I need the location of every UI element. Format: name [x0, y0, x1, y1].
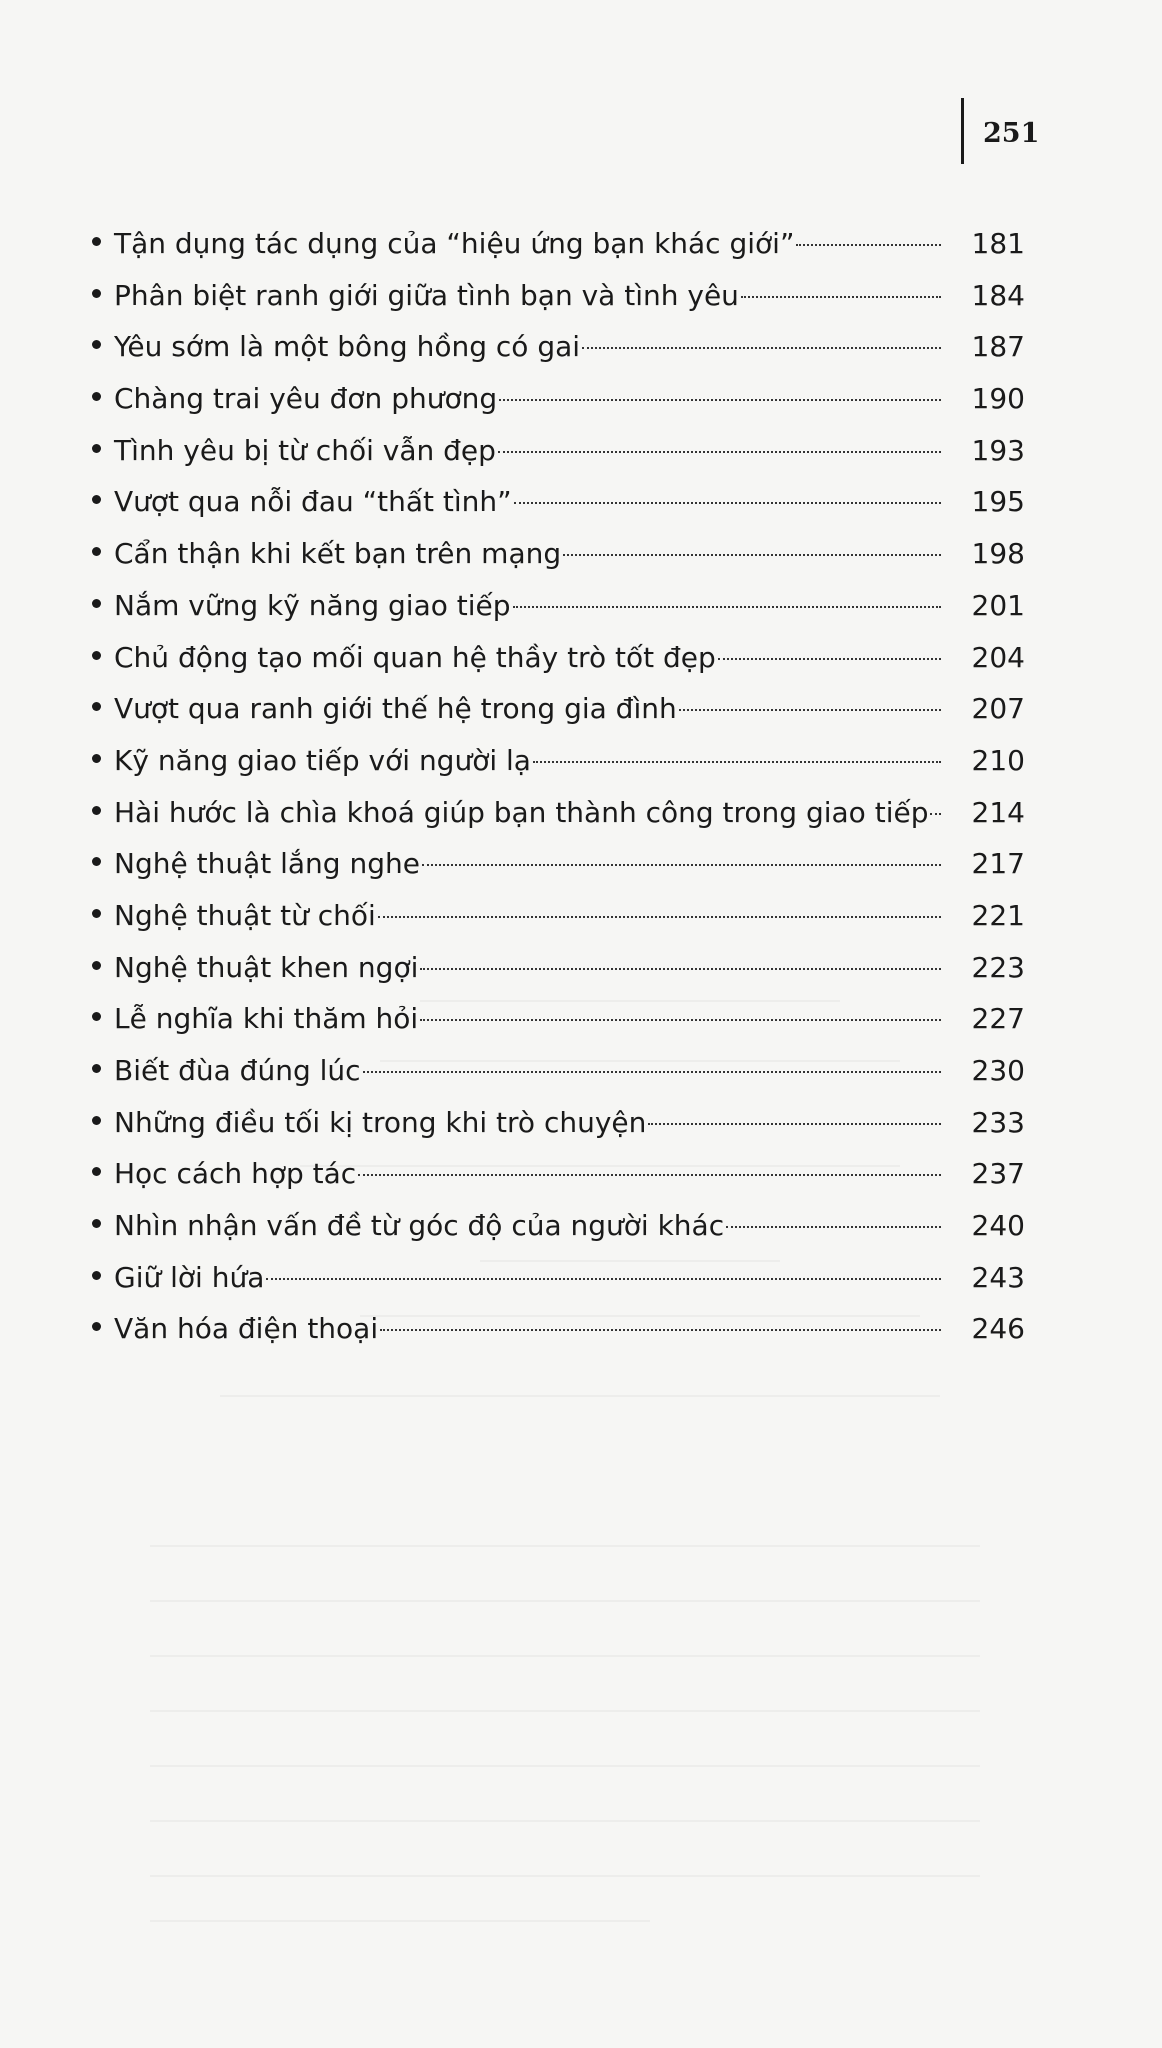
- toc-entry[interactable]: [92, 890, 1025, 942]
- toc-entry[interactable]: [92, 1200, 1025, 1252]
- dot-leader: [726, 1226, 941, 1228]
- bullet-icon: [92, 1271, 101, 1280]
- bullet-icon: [92, 1116, 101, 1125]
- bullet-icon: [92, 599, 101, 608]
- toc-entry-title: Chủ động tạo mối quan hệ thầy trò tốt đẹp: [114, 640, 716, 674]
- toc-entry[interactable]: [92, 1045, 1025, 1097]
- toc-entry[interactable]: [92, 1252, 1025, 1304]
- toc-entry-title: Phân biệt ranh giới giữa tình bạn và tình yêu: [114, 278, 739, 312]
- dot-leader: [363, 1071, 941, 1073]
- toc-entry[interactable]: [92, 632, 1025, 684]
- toc-entry-title: Biết đùa đúng lúc: [114, 1054, 361, 1087]
- toc-entry[interactable]: [92, 425, 1025, 477]
- dot-leader: [533, 761, 941, 763]
- bullet-icon: [92, 909, 101, 918]
- dot-leader: [741, 296, 941, 298]
- toc-entry-title: Văn hóa điện thoại: [114, 1312, 379, 1346]
- toc-entry-title: Nghệ thuật khen ngợi: [114, 950, 419, 984]
- toc-entry-page: 181: [971, 227, 1025, 260]
- toc-entry-page: 201: [971, 588, 1025, 622]
- dot-leader: [358, 1174, 941, 1176]
- toc-entry[interactable]: [92, 528, 1025, 580]
- bullet-icon: [92, 651, 101, 660]
- bullet-icon: [92, 340, 101, 349]
- toc-entry-title: Học cách hợp tác: [114, 1157, 357, 1191]
- toc-entry-title: Nghệ thuật từ chối: [114, 898, 376, 932]
- bullet-icon: [92, 1064, 101, 1073]
- toc-entry-title: Yêu sớm là một bông hồng có gai: [114, 330, 581, 364]
- dot-leader: [679, 709, 941, 711]
- toc-entry[interactable]: [92, 1148, 1025, 1200]
- toc-entry-title: Nắm vững kỹ năng giao tiếp: [114, 588, 511, 622]
- toc-entry-page: 190: [971, 382, 1025, 416]
- toc-entry-page: 217: [971, 847, 1025, 881]
- toc-entry-title: Lễ nghĩa khi thăm hỏi: [114, 1002, 419, 1036]
- toc-entry[interactable]: [92, 270, 1025, 322]
- toc-entry[interactable]: [92, 787, 1025, 839]
- toc-entry-page: 240: [971, 1209, 1025, 1243]
- toc-entry-title: Cẩn thận khi kết bạn trên mạng: [114, 537, 562, 571]
- bullet-icon: [92, 1219, 101, 1228]
- toc-entry-title: Nghệ thuật lắng nghe: [114, 847, 420, 881]
- dot-leader: [266, 1278, 941, 1280]
- bullet-icon: [92, 702, 101, 711]
- toc-entry-title: Kỹ năng giao tiếp với người lạ: [114, 743, 531, 777]
- toc-entry-page: 195: [971, 485, 1025, 519]
- toc-entry-title: Những điều tối kị trong khi trò chuyện: [114, 1105, 647, 1139]
- bullet-icon: [92, 444, 101, 453]
- toc-entry[interactable]: [92, 321, 1025, 373]
- toc-entry[interactable]: [92, 993, 1025, 1045]
- toc-entry[interactable]: [92, 476, 1025, 528]
- dot-leader: [422, 864, 941, 866]
- bullet-icon: [92, 495, 101, 504]
- toc-entry[interactable]: [92, 580, 1025, 632]
- toc-entry[interactable]: [92, 1097, 1025, 1149]
- toc-entry-title: Vượt qua nỗi đau “thất tình”: [114, 485, 512, 519]
- dot-leader: [563, 554, 941, 556]
- toc-entry-page: 204: [971, 640, 1025, 674]
- bullet-icon: [92, 547, 101, 556]
- bullet-icon: [92, 1167, 101, 1176]
- bullet-icon: [92, 289, 101, 298]
- toc-entry-title: Chàng trai yêu đơn phương: [114, 382, 498, 416]
- toc-entry-title: Vượt qua ranh giới thế hệ trong gia đình: [114, 692, 677, 726]
- bullet-icon: [92, 1012, 101, 1021]
- toc-entry-page: 243: [971, 1260, 1025, 1294]
- toc-entry-page: 230: [971, 1054, 1025, 1087]
- toc-entry[interactable]: [92, 373, 1025, 425]
- toc-entry-page: 198: [971, 537, 1025, 571]
- dot-leader: [648, 1123, 941, 1125]
- dot-leader: [718, 658, 941, 660]
- dot-leader: [380, 1329, 941, 1331]
- dot-leader: [378, 916, 941, 918]
- bullet-icon: [92, 961, 101, 970]
- toc-entry-page: 210: [971, 743, 1025, 777]
- toc-entry[interactable]: [92, 1303, 1025, 1355]
- dot-leader: [582, 347, 941, 349]
- bullet-icon: [92, 392, 101, 401]
- dot-leader: [420, 968, 941, 970]
- toc-entry[interactable]: [92, 735, 1025, 787]
- toc-entry[interactable]: [92, 218, 1025, 270]
- header-divider: [961, 98, 964, 164]
- toc-entry-page: 233: [971, 1105, 1025, 1139]
- toc-entry-title: Giữ lời hứa: [114, 1260, 265, 1294]
- toc-entry-title: Nhìn nhận vấn đề từ góc độ của người khác: [114, 1209, 725, 1243]
- toc-entry-page: 193: [971, 433, 1025, 467]
- bullet-icon: [92, 857, 101, 866]
- dot-leader: [498, 451, 941, 453]
- toc-entry[interactable]: [92, 838, 1025, 890]
- table-of-contents: [92, 218, 1025, 1355]
- dot-leader: [796, 244, 941, 246]
- toc-entry-title: Hài hước là chìa khoá giúp bạn thành công trong giao tiếp: [114, 795, 929, 829]
- toc-entry-page: 184: [971, 278, 1025, 312]
- dot-leader: [420, 1019, 941, 1021]
- toc-entry-page: 227: [971, 1002, 1025, 1036]
- toc-entry-page: 207: [971, 692, 1025, 726]
- toc-entry-title: Tình yêu bị từ chối vẫn đẹp: [114, 433, 496, 467]
- bullet-icon: [92, 806, 101, 815]
- bullet-icon: [92, 237, 101, 246]
- toc-entry-page: 221: [971, 898, 1025, 932]
- toc-entry[interactable]: [92, 942, 1025, 994]
- bullet-icon: [92, 1322, 101, 1331]
- toc-entry-page: 187: [971, 330, 1025, 364]
- bullet-icon: [92, 754, 101, 763]
- toc-entry-title: Tận dụng tác dụng của “hiệu ứng bạn khác giới”: [114, 227, 795, 260]
- toc-entry-page: 223: [971, 950, 1025, 984]
- dot-leader: [930, 813, 941, 815]
- toc-entry-page: 246: [971, 1312, 1025, 1346]
- dot-leader: [513, 606, 941, 608]
- page-number: 251: [983, 118, 1040, 149]
- toc-entry[interactable]: [92, 683, 1025, 735]
- dot-leader: [514, 502, 941, 504]
- toc-entry-page: 214: [971, 795, 1025, 829]
- toc-entry-page: 237: [971, 1157, 1025, 1191]
- dot-leader: [499, 399, 941, 401]
